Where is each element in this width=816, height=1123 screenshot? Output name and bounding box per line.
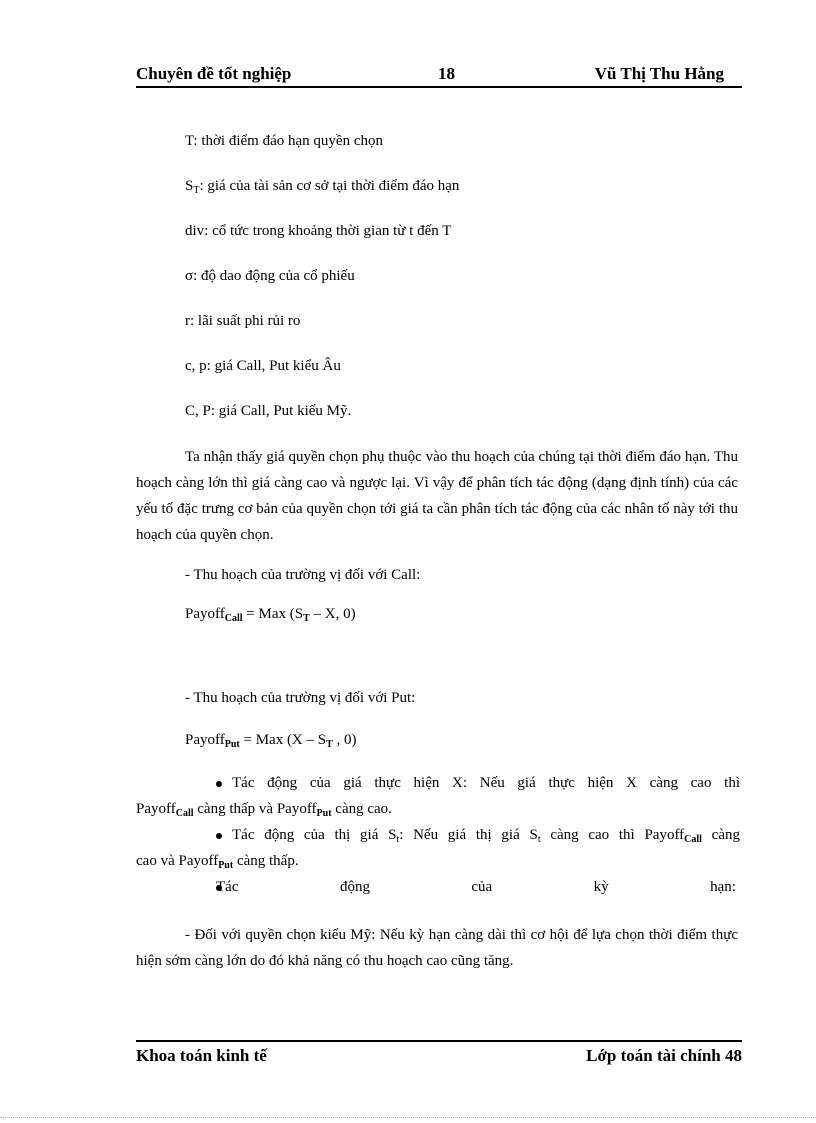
definition-sigma: σ: độ dao động của cổ phiếu <box>185 268 355 284</box>
b2-d: càng <box>701 827 740 843</box>
paragraph-american <box>136 922 738 974</box>
page-number: 18 <box>438 64 455 83</box>
b2-sub1: t <box>396 834 400 845</box>
call-payoff: Payoff <box>185 606 225 622</box>
b2-line2-b: càng thấp. <box>233 853 299 869</box>
page-footer <box>136 1040 742 1068</box>
bullet-strike-text: Tác động của giá thực hiện X: Nếu giá thực hiện X càng cao thì <box>232 775 740 791</box>
b2-c: càng cao thì Payoff <box>540 827 685 843</box>
b1-end: càng cao. <box>331 801 392 817</box>
call-formula-sub: T <box>303 613 310 624</box>
b2-b: : Nếu giá thị giá S <box>399 827 538 843</box>
put-formula-b: , 0) <box>332 732 357 748</box>
call-formula <box>185 606 356 623</box>
term-word: động <box>339 879 370 895</box>
put-intro: - Thu hoạch của trường vị đối với Put: <box>185 690 416 706</box>
definition-cp: c, p: giá Call, Put kiểu Âu <box>185 358 341 374</box>
call-intro: - Thu hoạch của trường vị đối với Call: <box>185 567 421 583</box>
bullet-strike-price <box>216 775 740 792</box>
b2-line2-a: cao và Payoff <box>136 853 219 869</box>
put-payoff: Payoff <box>185 732 225 748</box>
definition-ST <box>185 178 459 195</box>
definition-r: r: lãi suất phi rủi ro <box>185 313 301 329</box>
definition-ST-text: : giá của tài sản cơ sở tại thời điểm đáo hạn <box>199 178 460 194</box>
definition-CP: C, P: giá Call, Put kiểu Mỹ. <box>185 403 352 419</box>
bullet-spot-line2 <box>136 853 299 870</box>
bullet-spot-price <box>216 827 740 844</box>
header-title: Chuyên đề tốt nghiệp <box>136 64 292 83</box>
page-header <box>136 62 742 88</box>
b2-sub2: t <box>537 834 541 845</box>
bullet-strike-line2 <box>136 801 392 818</box>
put-payoff-sub: Put <box>224 739 240 750</box>
bullet-spot-text <box>232 827 740 844</box>
b2-sub3: Call <box>684 834 702 845</box>
b1-sub-call: Call <box>175 808 194 819</box>
bullet-icon <box>216 833 222 839</box>
b2-a: Tác động của thị giá S <box>232 827 397 843</box>
b1-mid: càng thấp và Payoff <box>193 801 317 817</box>
bullet-term-text <box>216 879 736 896</box>
footer-class: Lớp toán tài chính 48 <box>586 1046 742 1065</box>
b1-sub-put: Put <box>316 808 332 819</box>
paragraph-intro-text: Ta nhận thấy giá quyền chọn phụ thuộc vào thu hoạch của chúng tại thời điểm đáo hạn. Thu hoạch càng lớn thì giá càng cao và ngược lại. Vì vậy để phân tích tác động (dạng định tính) của các yếu tố đặc trưng cơ bản của quyền chọn tới giá ta cần phân tích tác động của các nhân tố này tới thu hoạch của quyền chọn. <box>136 449 738 543</box>
term-word: kỳ <box>593 879 609 895</box>
bullet-icon <box>216 781 222 787</box>
header-author: Vũ Thị Thu Hằng <box>594 64 724 83</box>
call-formula-b: – X, 0) <box>309 606 356 622</box>
put-formula-a: = Max (X – S <box>239 732 327 748</box>
definition-ST-subscript: T <box>193 185 200 196</box>
put-formula <box>185 732 357 749</box>
call-formula-a: = Max (S <box>242 606 304 622</box>
b2-line2-sub: Put <box>218 860 234 871</box>
paragraph-american-text: - Đối với quyền chọn kiểu Mỹ: Nếu kỳ hạn càng dài thì cơ hội để lựa chọn thời điểm thực hiện sớm càng lớn do đó khả năng có thu hoạch cao cũng tăng. <box>136 927 738 969</box>
call-payoff-sub: Call <box>224 613 243 624</box>
footer-faculty: Khoa toán kinh tế <box>136 1046 267 1065</box>
term-word: hạn: <box>710 879 736 895</box>
term-word: của <box>471 879 493 895</box>
page-break-divider <box>0 1117 816 1118</box>
definition-ST-symbol: S <box>185 178 194 194</box>
definition-T: T: thời điểm đáo hạn quyền chọn <box>185 133 383 149</box>
b1-payoff: Payoff <box>136 801 176 817</box>
term-word: Tác <box>216 879 239 895</box>
definition-div: div: cổ tức trong khoảng thời gian từ t đến T <box>185 223 452 239</box>
put-formula-sub: T <box>326 739 333 750</box>
paragraph-intro <box>136 444 738 548</box>
